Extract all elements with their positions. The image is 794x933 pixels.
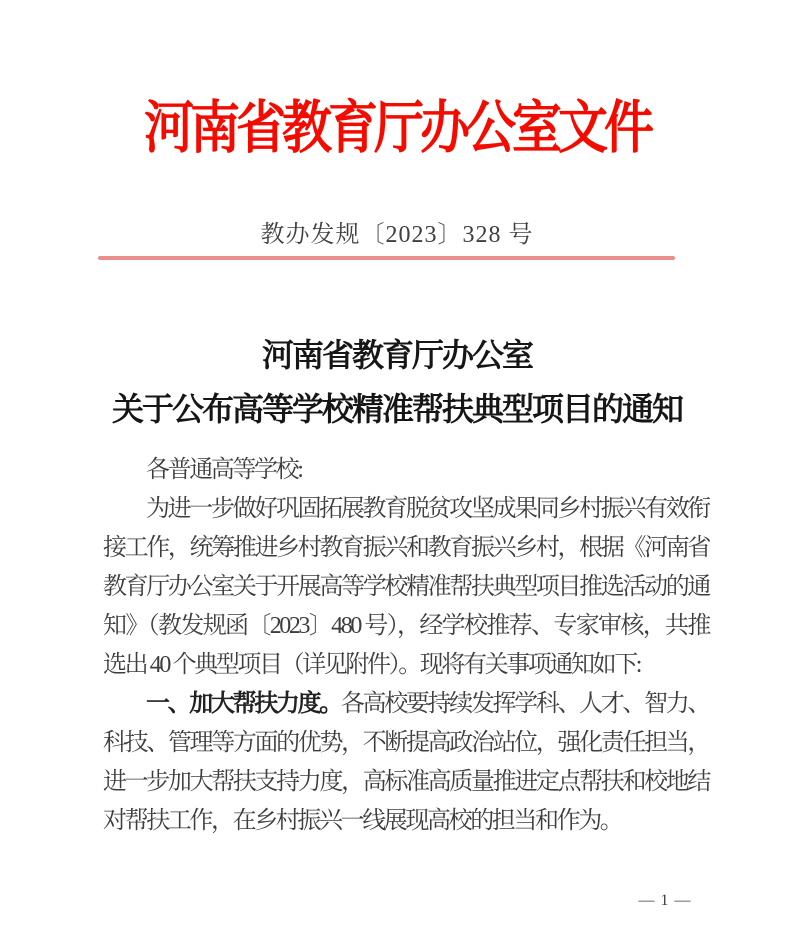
salutation: 各普通高等学校: — [146, 457, 302, 483]
document-title-line-1: 河南省教育厅办公室 — [261, 337, 532, 373]
document-title-line-2: 关于公布高等学校精准帮扶典型项目的通知 — [111, 391, 682, 427]
paragraph-opening: 为进一步做好巩固拓展教育脱贫攻坚成果同乡村振兴有效衔接工作，统筹推进乡村教育振兴和教育振兴乡村，根据《河南省教育厅办公室关于开展高等学校精准帮扶典型项目推选活动的通知》（教发规函〔2023〕480 号），经学校推荐、专家审核，共推选出 40 个典型项目（详见附件）。现将有关事项通知如下: — [103, 496, 709, 678]
document-title — [0, 328, 794, 436]
document-body — [103, 451, 709, 841]
section-one-heading: 一、加大帮扶力度。 — [146, 691, 341, 717]
section-one-text: 各高校要持续发挥学科、人才、智力、科技、管理等方面的优势，不断提高政治站位，强化责任担当，进一步加大帮扶支持力度，高标准高质量推进定点帮扶和校地结对帮扶工作，在乡村振兴一线展现高校的担当和作为。 — [103, 691, 709, 834]
letterhead-title: 河南省教育厅办公室文件 — [144, 95, 650, 160]
red-divider-line — [98, 256, 675, 260]
paragraph-section-one — [103, 685, 709, 841]
page-number: — 1 — — [638, 892, 692, 909]
document-number: 教办发规〔2023〕328 号 — [260, 222, 534, 248]
